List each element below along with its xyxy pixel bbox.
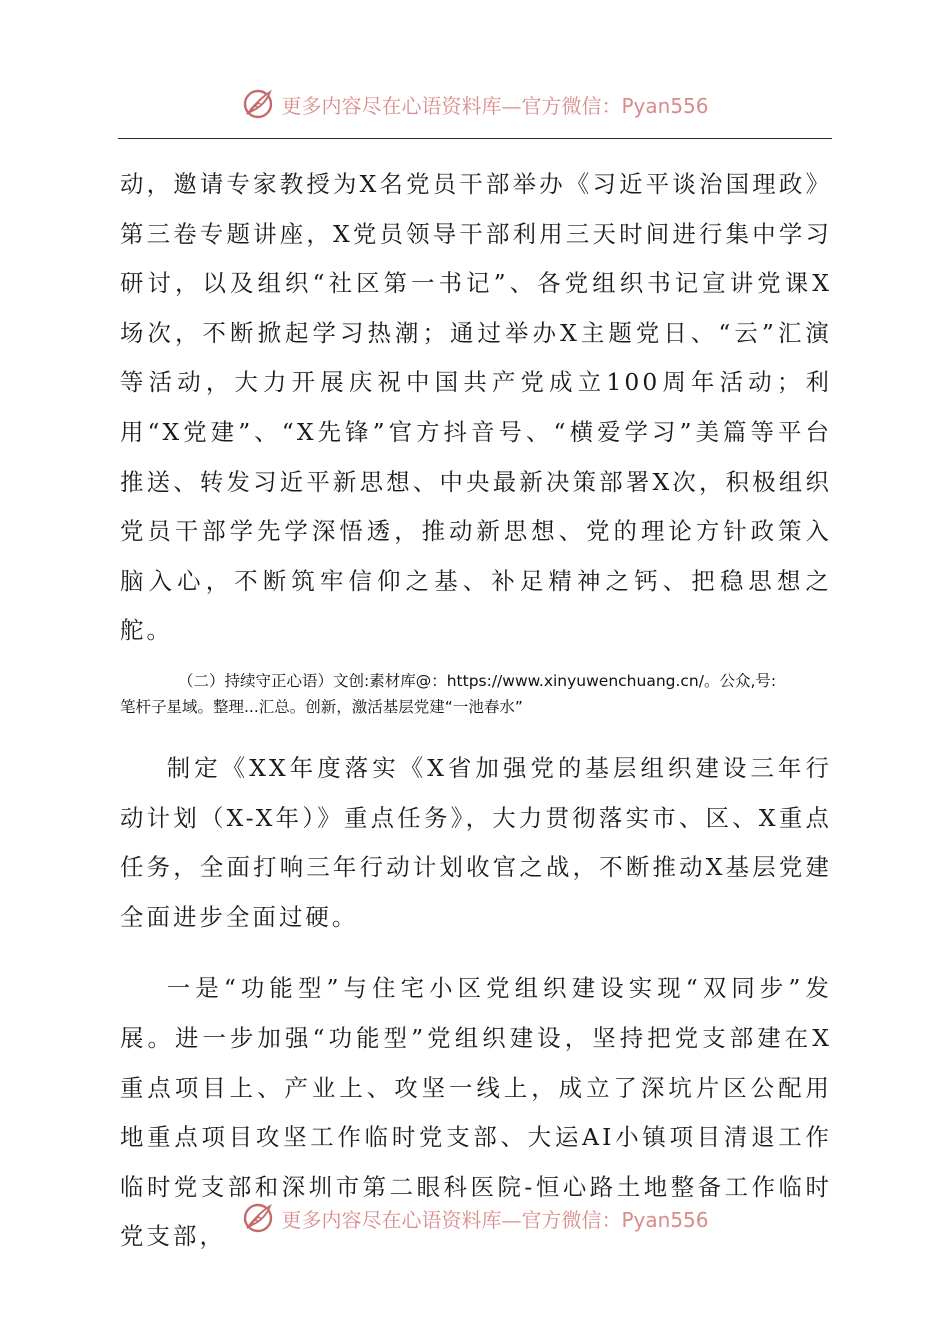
footer-brand-text: 更多内容尽在心语资料库—官方微信：Pyan556 (281, 1207, 709, 1232)
section-heading-line-1: （二）持续守正心语）文创:素材库@：https://www.xinyuwenchuang.cn/。公众,号: (178, 671, 777, 690)
body-paragraph-2: 制定《XX年度落实《X省加强党的基层组织建设三年行动计划（X-X年）》重点任务》，大力贯彻落实市、区、X重点任务，全面打响三年行动计划收官之战，不断推动X基层党建全面进步全面过硬。 (120, 753, 832, 931)
header-divider (118, 138, 832, 139)
feather-pen-logo-icon (241, 1201, 275, 1235)
body-paragraph-3: 一是“功能型”与住宅小区党组织建设实现“双同步”发展。进一步加强“功能型”党组织建设，坚持把党支部建在X重点项目上、产业上、攻坚一线上，成立了深坑片区公配用地重点项目攻坚工作临时党支部、大运AI小镇项目清退工作临时党支部和深圳市第二眼科医院-恒心路土地整备工作临时党支部， (120, 974, 833, 1251)
section-heading (120, 668, 832, 720)
header-brand-text: 更多内容尽在心语资料库—官方微信：Pyan556 (281, 93, 709, 118)
document-body (120, 160, 832, 1262)
page-footer (0, 1196, 950, 1240)
section-heading-line-2: 笔杆子星域。整理...汇总。创新，激活基层党建“一池春水” (120, 697, 523, 716)
feather-pen-logo-icon (241, 87, 275, 121)
body-paragraph-1: 动，邀请专家教授为X名党员干部举办《习近平谈治国理政》第三卷专题讲座，X党员领导干部利用三天时间进行集中学习研讨，以及组织“社区第一书记”、各党组织书记宣讲党课X场次，不断掀起学习热潮；通过举办X主题党日、“云”汇演等活动，大力开展庆祝中国共产党成立100周年活动；利用“X党建”、“X先锋”官方抖音号、“横爱学习”美篇等平台推送、转发习近平新思想、中央最新决策部署X次，积极组织党员干部学先学深悟透，推动新思想、党的理论方针政策入脑入心，不断筑牢信仰之基、补足精神之钙、把稳思想之舵。 (120, 170, 833, 645)
page-header (0, 82, 950, 126)
